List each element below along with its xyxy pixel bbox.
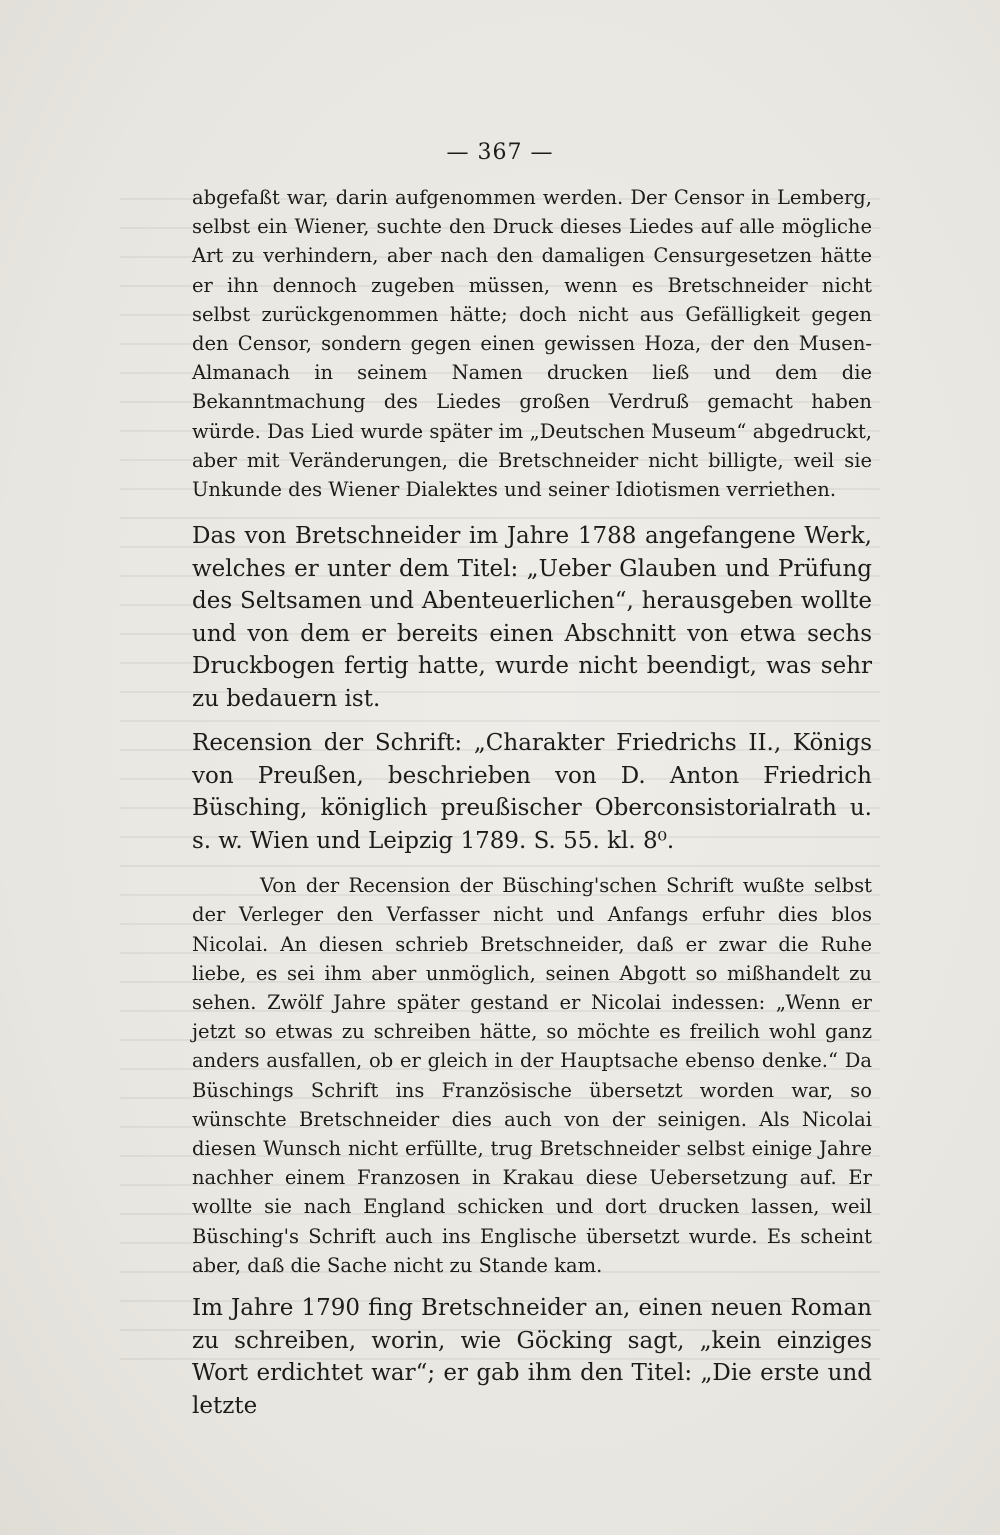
paragraph-novel: Im Jahre 1790 fing Bretschneider an, einen neuen Roman zu schreiben, worin, wie Göcking sagt, „kein einziges Wort erdichtet war“; er gab ihm den Titel: „Die erste und letzte — [192, 1295, 872, 1419]
body-text — [192, 183, 872, 1422]
paragraph-unfinished-work: Das von Bretschneider im Jahre 1788 angefangene Werk, welches er unter dem Titel: „Ueber Glauben und Prüfung des Seltsamen und Abenteuerlichen“, herausgeben wollte und von dem er bereits einen Abschnitt von etwa sechs Druckbogen fertig hatte, wurde nicht beendigt, was sehr zu bedauern ist. — [192, 523, 872, 712]
paragraph-recension-title: Recension der Schrift: „Charakter Friedrichs II., Königs von Preußen, beschrieben von D. Anton Friedrich Büsching, königlich preußischer Oberconsistorialrath u. s. w. Wien und Leipzig 1789. S. 55. kl. 8⁰. — [192, 730, 872, 854]
paragraph-censor: abgefaßt war, darin aufgenommen werden. Der Censor in Lemberg, selbst ein Wiener, suchte den Druck dieses Liedes auf alle mögliche Art zu verhindern, aber nach den damaligen Censurgesetzen hätte er ihn dennoch zugeben müssen, wenn es Bretschneider nicht selbst zurückgenommen hätte; doch nicht aus Gefälligkeit gegen den Censor, sondern gegen einen gewissen Hoza, der den Musen-Almanach in seinem Namen drucken ließ und dem die Bekanntmachung des Liedes großen Verdruß gemacht haben würde. Das Lied wurde später im „Deutschen Museum“ abgedruckt, aber mit Veränderungen, die Bretschneider nicht billigte, weil sie Unkunde des Wiener Dialektes und seiner Idiotismen verriethen. — [192, 186, 872, 502]
page-number: — 367 — — [446, 140, 554, 165]
paragraph-recension-details: Von der Recension der Büsching'schen Schrift wußte selbst der Verleger den Verfasser nicht und Anfangs erfuhr dies blos Nicolai. An diesen schrieb Bretschneider, daß er zwar die Ruhe liebe, es sei ihm aber unmöglich, seinen Abgott so mißhandelt zu sehen. Zwölf Jahre später gestand er Nicolai indessen: „Wenn er jetzt so etwas zu schreiben hätte, so möchte es freilich wohl ganz anders ausfallen, ob er gleich in der Hauptsache ebenso denke.“ Da Büschings Schrift ins Französische übersetzt worden war, so wünschte Bretschneider dies auch von der seinigen. Als Nicolai diesen Wunsch nicht erfüllte, trug Bretschneider selbst einige Jahre nachher einem Franzosen in Krakau diese Uebersetzung auf. Er wollte sie nach England schicken und dort drucken lassen, weil Büsching's Schrift auch ins Englische übersetzt wurde. Es scheint aber, daß die Sache nicht zu Stande kam. — [192, 874, 872, 1277]
